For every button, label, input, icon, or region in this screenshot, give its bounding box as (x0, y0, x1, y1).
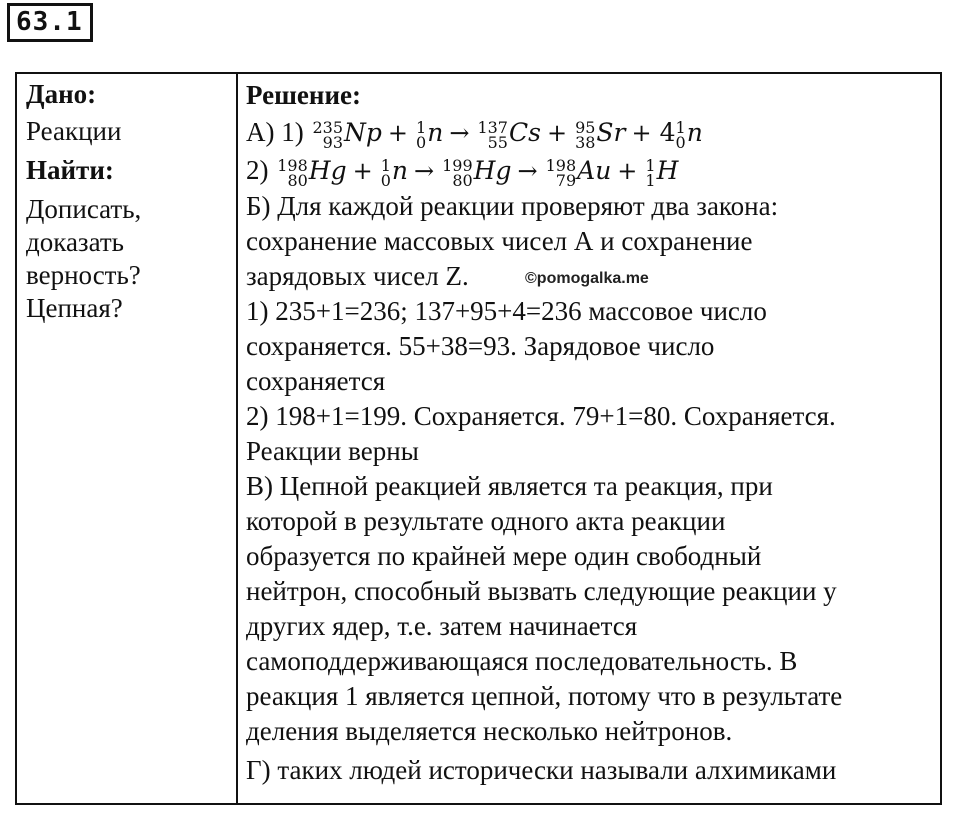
plus-operator: + (631, 119, 652, 147)
chain-reaction-line: образуется по крайней мере один свободный (246, 541, 762, 571)
nuclide (312, 113, 381, 152)
charge-number: 1 (645, 170, 656, 190)
mass-number: 1 (380, 155, 391, 175)
plus-operator: + (546, 119, 568, 147)
element-symbol: n (427, 118, 444, 147)
find-line: верность? (26, 260, 141, 290)
nuclide (277, 151, 346, 190)
charge-number: 80 (452, 170, 473, 190)
chain-reaction-line: В) Цепной реакцией является та реакция, при (246, 471, 773, 501)
mass-number: 137 (477, 117, 508, 137)
nuclide-indices (312, 117, 344, 152)
solution-header: Решение: (246, 80, 361, 110)
plus-operator: + (387, 119, 409, 147)
element-symbol: Np (344, 118, 382, 147)
mass-number: 1 (416, 117, 427, 137)
arrow-operator: → (517, 157, 538, 185)
check2-line: 2) 198+1=199. Сохраняется. 79+1=80. Сохраняется. (246, 401, 836, 431)
element-symbol: n (391, 156, 409, 185)
element-symbol: Hg (308, 156, 347, 185)
plus-operator: + (352, 157, 373, 185)
arrow-operator: → (414, 157, 435, 185)
charge-number: 0 (675, 132, 686, 152)
charge-number: 55 (487, 132, 508, 152)
arrow-operator: → (449, 119, 470, 147)
check1-line: сохраняется. 55+38=93. Зарядовое число (246, 331, 715, 361)
column-divider (236, 74, 238, 803)
nuclide-indices (575, 117, 596, 152)
chain-reaction-line: которой в результате одного акта реакции (246, 506, 726, 536)
solution-table (15, 72, 942, 805)
solution-column (246, 78, 936, 788)
find-line: Дописать, (26, 194, 142, 224)
mass-number: 198 (277, 155, 308, 175)
chain-reaction-line: реакция 1 является цепной, потому что в результате (246, 681, 843, 711)
check1-line: 1) 235+1=236; 137+95+4=236 массовое число (246, 296, 767, 326)
nuclide (442, 151, 511, 190)
find-line: Цепная? (26, 293, 123, 323)
chain-reaction-line: деления выделяется несколько нейтронов. (246, 716, 733, 746)
find-line: доказать (26, 227, 124, 257)
nuclide-indices (380, 155, 391, 190)
task-number: 63.1 (7, 3, 93, 42)
mass-number: 95 (575, 117, 596, 137)
conservation-text-line: Б) Для каждой реакции проверяют два закона: (246, 191, 779, 221)
element-symbol: Cs (508, 118, 541, 147)
nuclide-indices (645, 155, 656, 190)
watermark: ©pomogalka.me (525, 270, 649, 287)
nuclide-indices (675, 117, 686, 152)
given-text: Реакции (26, 116, 122, 146)
nuclide-indices (477, 117, 508, 152)
nuclide (381, 151, 408, 190)
charge-number: 93 (322, 132, 344, 152)
nuclide-indices (277, 155, 308, 190)
chain-reaction-line: нейтрон, способный вызвать следующие реакции у (246, 576, 837, 606)
nuclide (645, 151, 678, 190)
alchemists-line: Г) таких людей исторически называли алхимиками (246, 755, 837, 785)
check1-line: сохраняется (246, 366, 386, 396)
nuclide-indices (442, 155, 473, 190)
nuclide-indices (545, 155, 577, 190)
nuclide (546, 151, 612, 190)
charge-number: 38 (575, 132, 596, 152)
conservation-text-line: сохранение массовых чисел А и сохранение (246, 226, 753, 256)
reaction-equation-1 (246, 113, 936, 151)
nuclide-coefficient: 4 (659, 118, 676, 147)
given-column (26, 78, 231, 325)
charge-number: 79 (555, 170, 577, 190)
mass-number: 199 (442, 155, 473, 175)
equation-prefix: 2) (246, 155, 269, 185)
mass-number: 1 (675, 117, 686, 137)
nuclide (477, 113, 541, 152)
chain-reaction-line: других ядер, т.е. затем начинается (246, 611, 638, 641)
chain-reaction-line: самоподдерживающаяся последовательность. В (246, 646, 798, 676)
equation-prefix: А) 1) (246, 117, 304, 147)
mass-number: 1 (645, 155, 656, 175)
nuclide (660, 113, 703, 152)
nuclide (575, 113, 625, 152)
conservation-text-line: зарядовых чисел Z. (246, 261, 469, 291)
mass-number: 235 (312, 117, 344, 137)
nuclide-indices (416, 117, 427, 152)
mass-number: 198 (545, 155, 577, 175)
element-symbol: n (686, 118, 703, 147)
element-symbol: H (656, 156, 679, 185)
charge-number: 0 (380, 170, 391, 190)
plus-operator: + (617, 157, 638, 185)
charge-number: 80 (287, 170, 308, 190)
given-header: Дано: (26, 79, 97, 109)
find-header: Найти: (26, 155, 114, 185)
check2-line: Реакции верны (246, 436, 419, 466)
element-symbol: Sr (596, 118, 626, 147)
charge-number: 0 (416, 132, 427, 152)
element-symbol: Au (577, 156, 612, 185)
nuclide (416, 113, 443, 152)
reaction-equation-2 (246, 151, 936, 189)
element-symbol: Hg (473, 156, 512, 185)
